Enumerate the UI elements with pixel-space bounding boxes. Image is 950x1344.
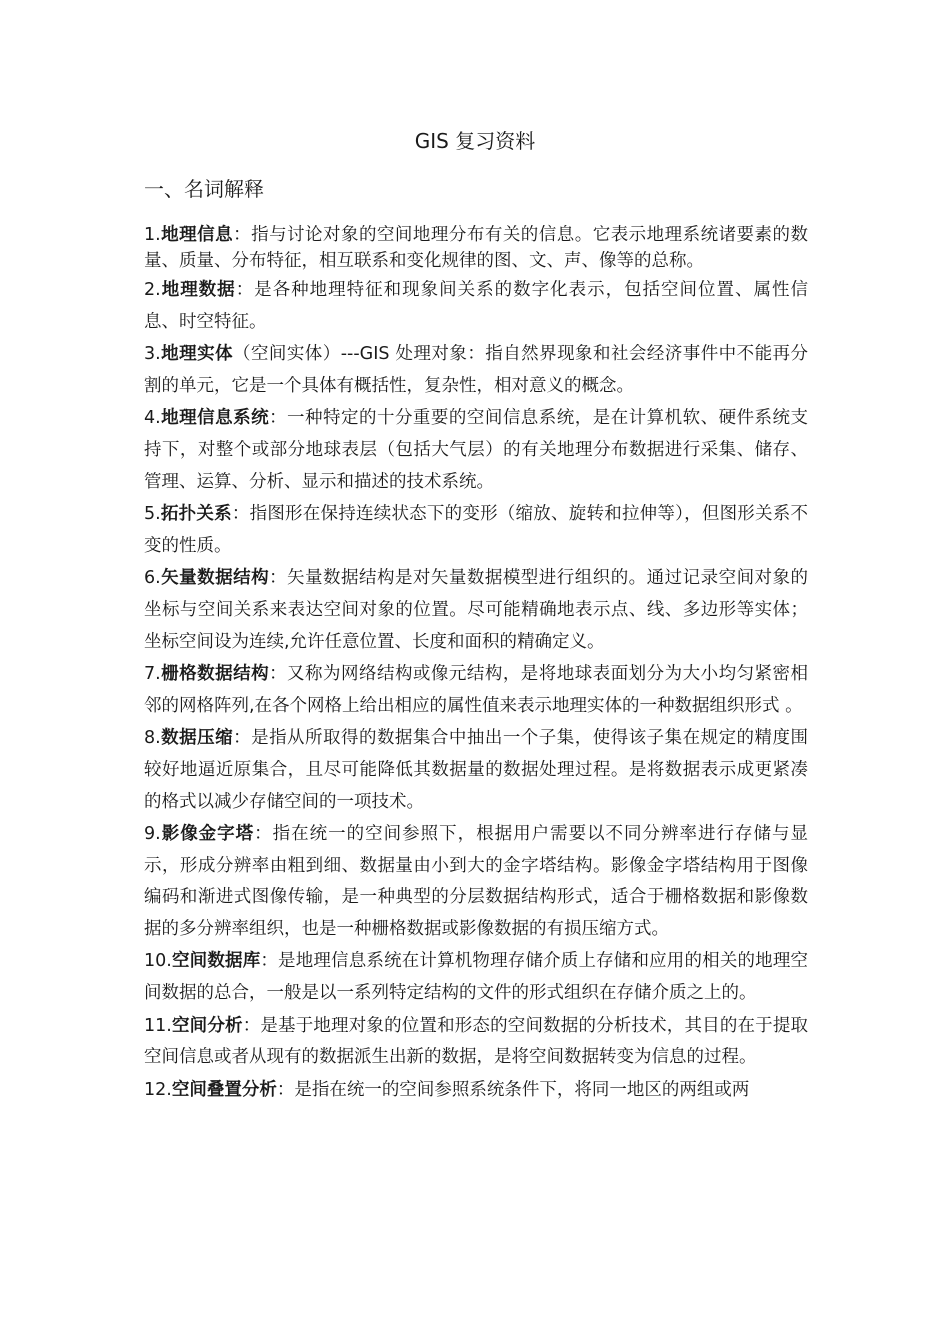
definition-entry bbox=[144, 499, 808, 562]
entry-term: 栅格数据结构 bbox=[160, 664, 270, 685]
entry-text: ：又称为网络结构或像元结构，是将地球表面划分为大小均匀紧密相邻的网格阵列,在各个网格上给出相应的属性值来表示地理实体的一种数据组织形式 。 bbox=[144, 664, 809, 716]
definition-entry bbox=[144, 563, 808, 658]
section-heading: 一、名词解释 bbox=[144, 177, 264, 201]
entry-number: 7. bbox=[144, 664, 161, 685]
entry-term: 空间叠置分析 bbox=[171, 1079, 277, 1100]
definition-entry bbox=[144, 659, 808, 722]
definition-entry bbox=[144, 1011, 808, 1074]
entry-number: 9. bbox=[144, 824, 161, 845]
entry-term: 空间分析 bbox=[171, 1015, 243, 1036]
definition-entry bbox=[144, 275, 808, 338]
entry-term: 地理数据 bbox=[160, 280, 236, 300]
entry-text: ：指与讨论对象的空间地理分布有关的信息。它表示地理系统诸要素的数量、质量、分布特征，相互联系和变化规律的图、文、声、像等的总称。 bbox=[144, 225, 809, 271]
definition-entry bbox=[144, 403, 808, 498]
entry-text: ：是各种地理特征和现象间关系的数字化表示，包括空间位置、属性信息、时空特征。 bbox=[144, 280, 809, 332]
entry-text: ：一种特定的十分重要的空间信息系统，是在计算机软、硬件系统支持下，对整个或部分地球表层（包括大气层）的有关地理分布数据进行采集、储存、管理、运算、分析、显示和描述的技术系统。 bbox=[144, 408, 809, 492]
entry-term: 拓扑关系 bbox=[160, 504, 232, 525]
definition-entry bbox=[144, 1075, 808, 1107]
document-title: GIS 复习资料 bbox=[414, 129, 536, 153]
entry-text: ：指在统一的空间参照下，根据用户需要以不同分辨率进行存储与显示，形成分辨率由粗到细、数据量由小到大的金字塔结构。影像金字塔结构用于图像编码和渐进式图像传输，是一种典型的分层数据结构形式，适合于栅格数据和影像数据的多分辨率组织，也是一种栅格数据或影像数据的有损压缩方式。 bbox=[144, 824, 809, 939]
definition-entry bbox=[144, 222, 808, 274]
definition-list bbox=[144, 222, 808, 1107]
entry-term: 数据压缩 bbox=[160, 728, 234, 749]
entry-text: ：是基于地理对象的位置和形态的空间数据的分析技术，其目的在于提取空间信息或者从现有的数据派生出新的数据，是将空间数据转变为信息的过程。 bbox=[144, 1015, 809, 1068]
entry-term: 矢量数据结构 bbox=[160, 568, 270, 589]
entry-text: ：是指在统一的空间参照系统条件下，将同一地区的两组或两 bbox=[276, 1079, 750, 1100]
entry-term: 地理信息 bbox=[160, 225, 234, 245]
entry-number: 1. bbox=[144, 225, 161, 245]
entry-number: 6. bbox=[144, 568, 161, 589]
definition-entry bbox=[144, 339, 808, 402]
entry-text: ：指图形在保持连续状态下的变形（缩放、旋转和拉伸等），但图形关系不变的性质。 bbox=[144, 504, 808, 556]
entry-number: 4. bbox=[144, 408, 161, 429]
entry-number: 5. bbox=[144, 504, 161, 525]
definition-entry bbox=[144, 723, 808, 818]
entry-number: 2. bbox=[144, 280, 161, 300]
entry-term: 地理信息系统 bbox=[160, 408, 270, 429]
entry-term: 空间数据库 bbox=[171, 951, 261, 972]
definition-entry bbox=[144, 819, 808, 945]
entry-text: ：是地理信息系统在计算机物理存储介质上存储和应用的相关的地理空间数据的总合，一般是以一系列特定结构的文件的形式组织在存储介质之上的。 bbox=[144, 951, 809, 1004]
entry-number: 3. bbox=[144, 344, 161, 365]
entry-text: ：矢量数据结构是对矢量数据模型进行组织的。通过记录空间对象的坐标与空间关系来表达空间对象的位置。尽可能精确地表示点、线、多边形等实体；坐标空间设为连续,允许任意位置、长度和面积的精确定义。 bbox=[144, 568, 809, 652]
entry-number: 10. bbox=[144, 951, 172, 972]
entry-text: ：是指从所取得的数据集合中抽出一个子集，使得该子集在规定的精度围较好地逼近原集合，且尽可能降低其数据量的数据处理过程。是将数据表示成更紧凑的格式以减少存储空间的一项技术。 bbox=[144, 728, 809, 812]
entry-number: 12. bbox=[144, 1079, 172, 1100]
entry-term: 地理实体 bbox=[160, 344, 233, 365]
entry-term: 影像金字塔 bbox=[160, 824, 255, 845]
entry-text: （空间实体）---GIS 处理对象：指自然界现象和社会经济事件中不能再分割的单元，它是一个具体有概括性，复杂性，相对意义的概念。 bbox=[144, 344, 808, 396]
entry-number: 8. bbox=[144, 728, 161, 749]
entry-number: 11. bbox=[144, 1015, 172, 1036]
definition-entry bbox=[144, 946, 808, 1009]
